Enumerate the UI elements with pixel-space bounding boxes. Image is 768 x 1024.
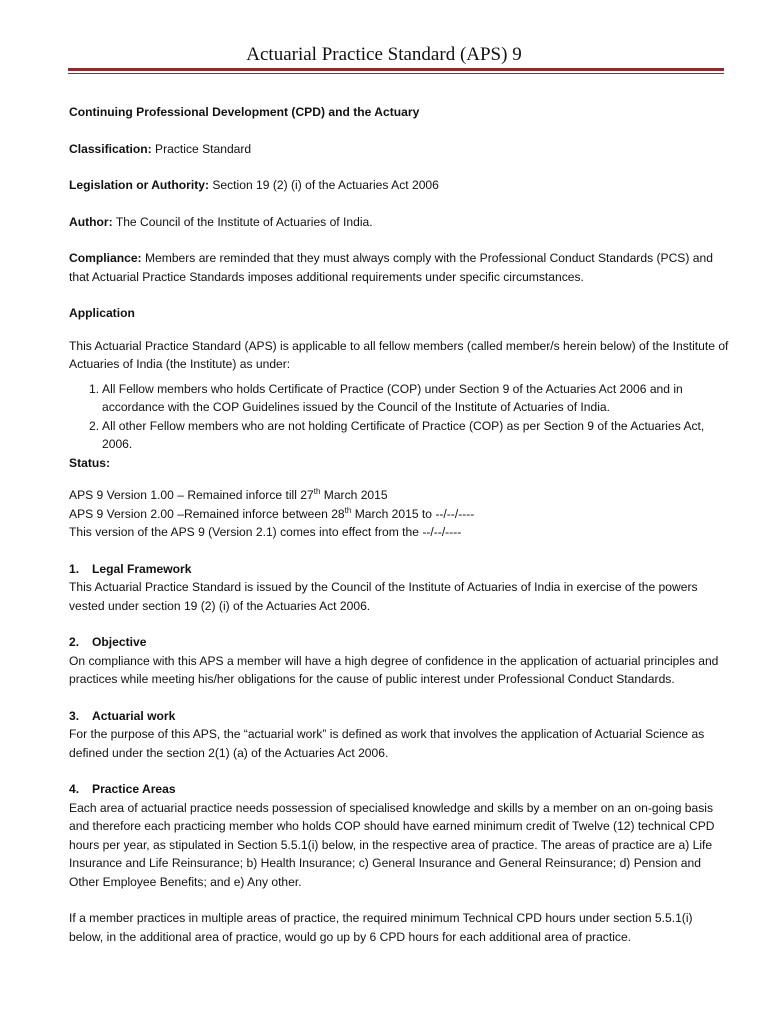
application-heading: Application — [69, 306, 135, 320]
section-number: 4. — [69, 782, 80, 796]
list-item — [69, 380, 729, 417]
section-heading-2 — [69, 633, 729, 652]
legislation-label: Legislation or Authority: — [69, 178, 209, 192]
classification-label: Classification: — [69, 141, 152, 156]
list-item — [69, 417, 729, 454]
status-heading: Status: — [69, 455, 110, 470]
legislation-line — [69, 176, 729, 195]
list-item-text: All Fellow members who holds Certificate of Practice (COP) under Section 9 of the Actuaries Act 2006 and in accordance with the COP Guidelines issued by the Council of the Institute of Actuaries of India. — [102, 381, 683, 414]
author-value: The Council of the Institute of Actuaries of India. — [112, 214, 373, 229]
list-item-number: 1. — [89, 381, 100, 396]
subject-line — [69, 103, 729, 122]
list-item-text: All other Fellow members who are not holding Certificate of Practice (COP) as per Section 9 of the Actuaries Act, 2006. — [102, 418, 705, 451]
header-rule-thin — [68, 73, 724, 74]
section-heading-4 — [69, 780, 729, 799]
section-body-1: This Actuarial Practice Standard is issued by the Council of the Institute of Actuaries of India in exercise of the powers vested under section 19 (2) (i) of the Actuaries Act 2006. — [69, 580, 698, 613]
compliance-label: Compliance: — [69, 251, 142, 265]
section-body-4: Each area of actuarial practice needs possession of specialised knowledge and skills by a member on an on-going basis and therefore each practicing member who holds COP should have earned minimum credit of Twelve (12) technical CPD hours per year, as stipulated in Section 5.5.1(i) below, in the respective area of practice. The areas of practice are a) Life Insurance and Life Reinsurance; b) Health Insurance; c) General Insurance and General Reinsurance; d) Pension and Other Employee Benefits; and e) Any other. — [69, 800, 715, 889]
page-title: Actuarial Practice Standard (APS) 9 — [246, 44, 522, 65]
section-title: Actuarial work — [92, 708, 176, 723]
section-title: Legal Framework — [92, 561, 192, 576]
subject-text: Continuing Professional Development (CPD) and the Actuary — [69, 105, 420, 119]
application-intro: This Actuarial Practice Standard (APS) is applicable to all fellow members (called member/s herein below) of the Institute of Actuaries of India (the Institute) as under: — [69, 338, 729, 371]
header-rule-thick — [68, 68, 724, 71]
application-list — [69, 380, 729, 454]
author-label: Author: — [69, 214, 113, 229]
section-heading-1 — [69, 560, 729, 579]
author-line — [69, 213, 729, 232]
section-number: 2. — [69, 635, 80, 649]
compliance-paragraph — [69, 249, 729, 286]
section-heading-3 — [69, 707, 729, 726]
section-title: Objective — [92, 635, 147, 649]
section-title: Practice Areas — [92, 782, 176, 796]
section-body-2: On compliance with this APS a member will have a high degree of confidence in the application of actuarial principles and practices while meeting his/her obligations for the cause of public interest under Professional Conduct Standards. — [69, 653, 719, 686]
list-item-number: 2. — [89, 418, 100, 433]
section-body-3: For the purpose of this APS, the “actuarial work” is defined as work that involves the application of Actuarial Science as defined under the section 2(1) (a) of the Actuaries Act 2006. — [69, 727, 705, 760]
status-line-3: This version of the APS 9 (Version 2.1) comes into effect from the --/--/---- — [69, 525, 462, 539]
document-body — [69, 103, 729, 946]
classification-line — [69, 140, 729, 159]
classification-value: Practice Standard — [151, 141, 252, 156]
section-number: 1. — [69, 561, 80, 576]
legislation-value: Section 19 (2) (i) of the Actuaries Act 2006 — [208, 178, 439, 192]
section-number: 3. — [69, 708, 80, 723]
status-line-1: APS 9 Version 1.00 – Remained inforce till 27th March 2015 — [69, 486, 388, 502]
compliance-value: Members are reminded that they must always comply with the Professional Conduct Standards (PCS) and that Actuarial Practice Standards imposes additional requirements under specific circumstances. — [69, 251, 713, 284]
final-paragraph: If a member practices in multiple areas of practice, the required minimum Technical CPD hours under section 5.5.1(i) below, in the additional area of practice, would go up by 6 CPD hours for each additional area of practice. — [69, 911, 693, 944]
status-line-2: APS 9 Version 2.00 –Remained inforce between 28th March 2015 to --/--/---- — [69, 505, 475, 521]
